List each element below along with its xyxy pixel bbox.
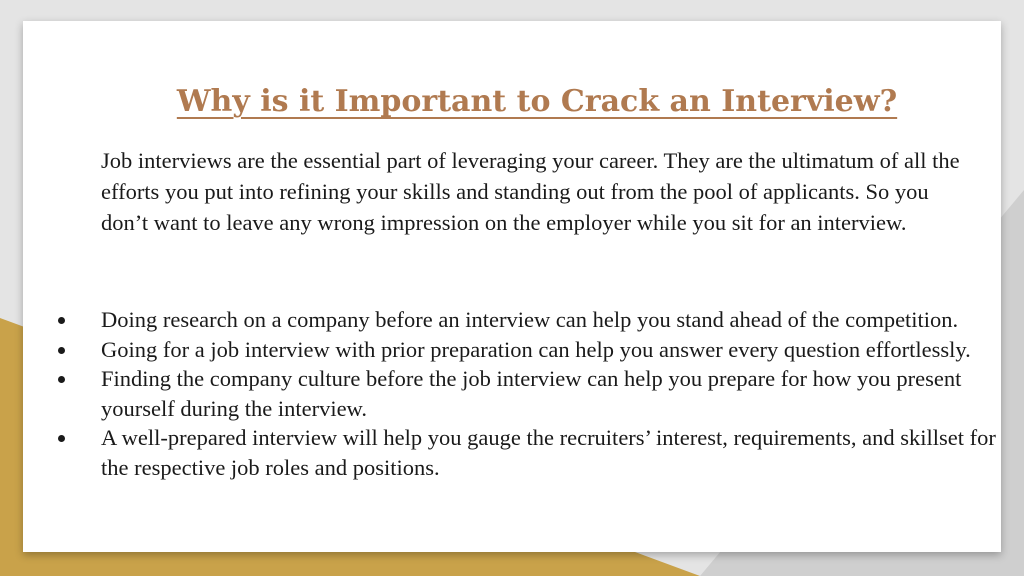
bullet-dot-icon (58, 435, 65, 442)
bullet-text: Going for a job interview with prior preparation can help you answer every question effortlessly. (101, 336, 971, 362)
bullet-text: A well-prepared interview will help you gauge the recruiters’ interest, requirements, and skillset for the respective job roles and positions. (101, 425, 996, 480)
bullet-item (101, 364, 996, 423)
bullet-text: Doing research on a company before an interview can help you stand ahead of the competition. (101, 307, 959, 332)
bullet-item (101, 335, 996, 365)
slide-card (23, 21, 1001, 552)
bullet-item (101, 305, 996, 335)
bullet-list (101, 305, 996, 482)
intro-paragraph: Job interviews are the essential part of leveraging your career. They are the ultimatum of all the efforts you put into refining your skills and standing out from the pool of applicants. So you don’t want to leave any wrong impression on the employer while you sit for an interview. (101, 148, 960, 235)
slide-title: Why is it Important to Crack an Interview? (176, 84, 898, 119)
bullet-dot-icon (58, 317, 65, 324)
bullet-item (101, 423, 996, 482)
bullet-dot-icon (58, 376, 65, 383)
bullet-text: Finding the company culture before the job interview can help you prepare for how you present yourself during the interview. (101, 366, 962, 421)
bullet-dot-icon (58, 347, 65, 354)
